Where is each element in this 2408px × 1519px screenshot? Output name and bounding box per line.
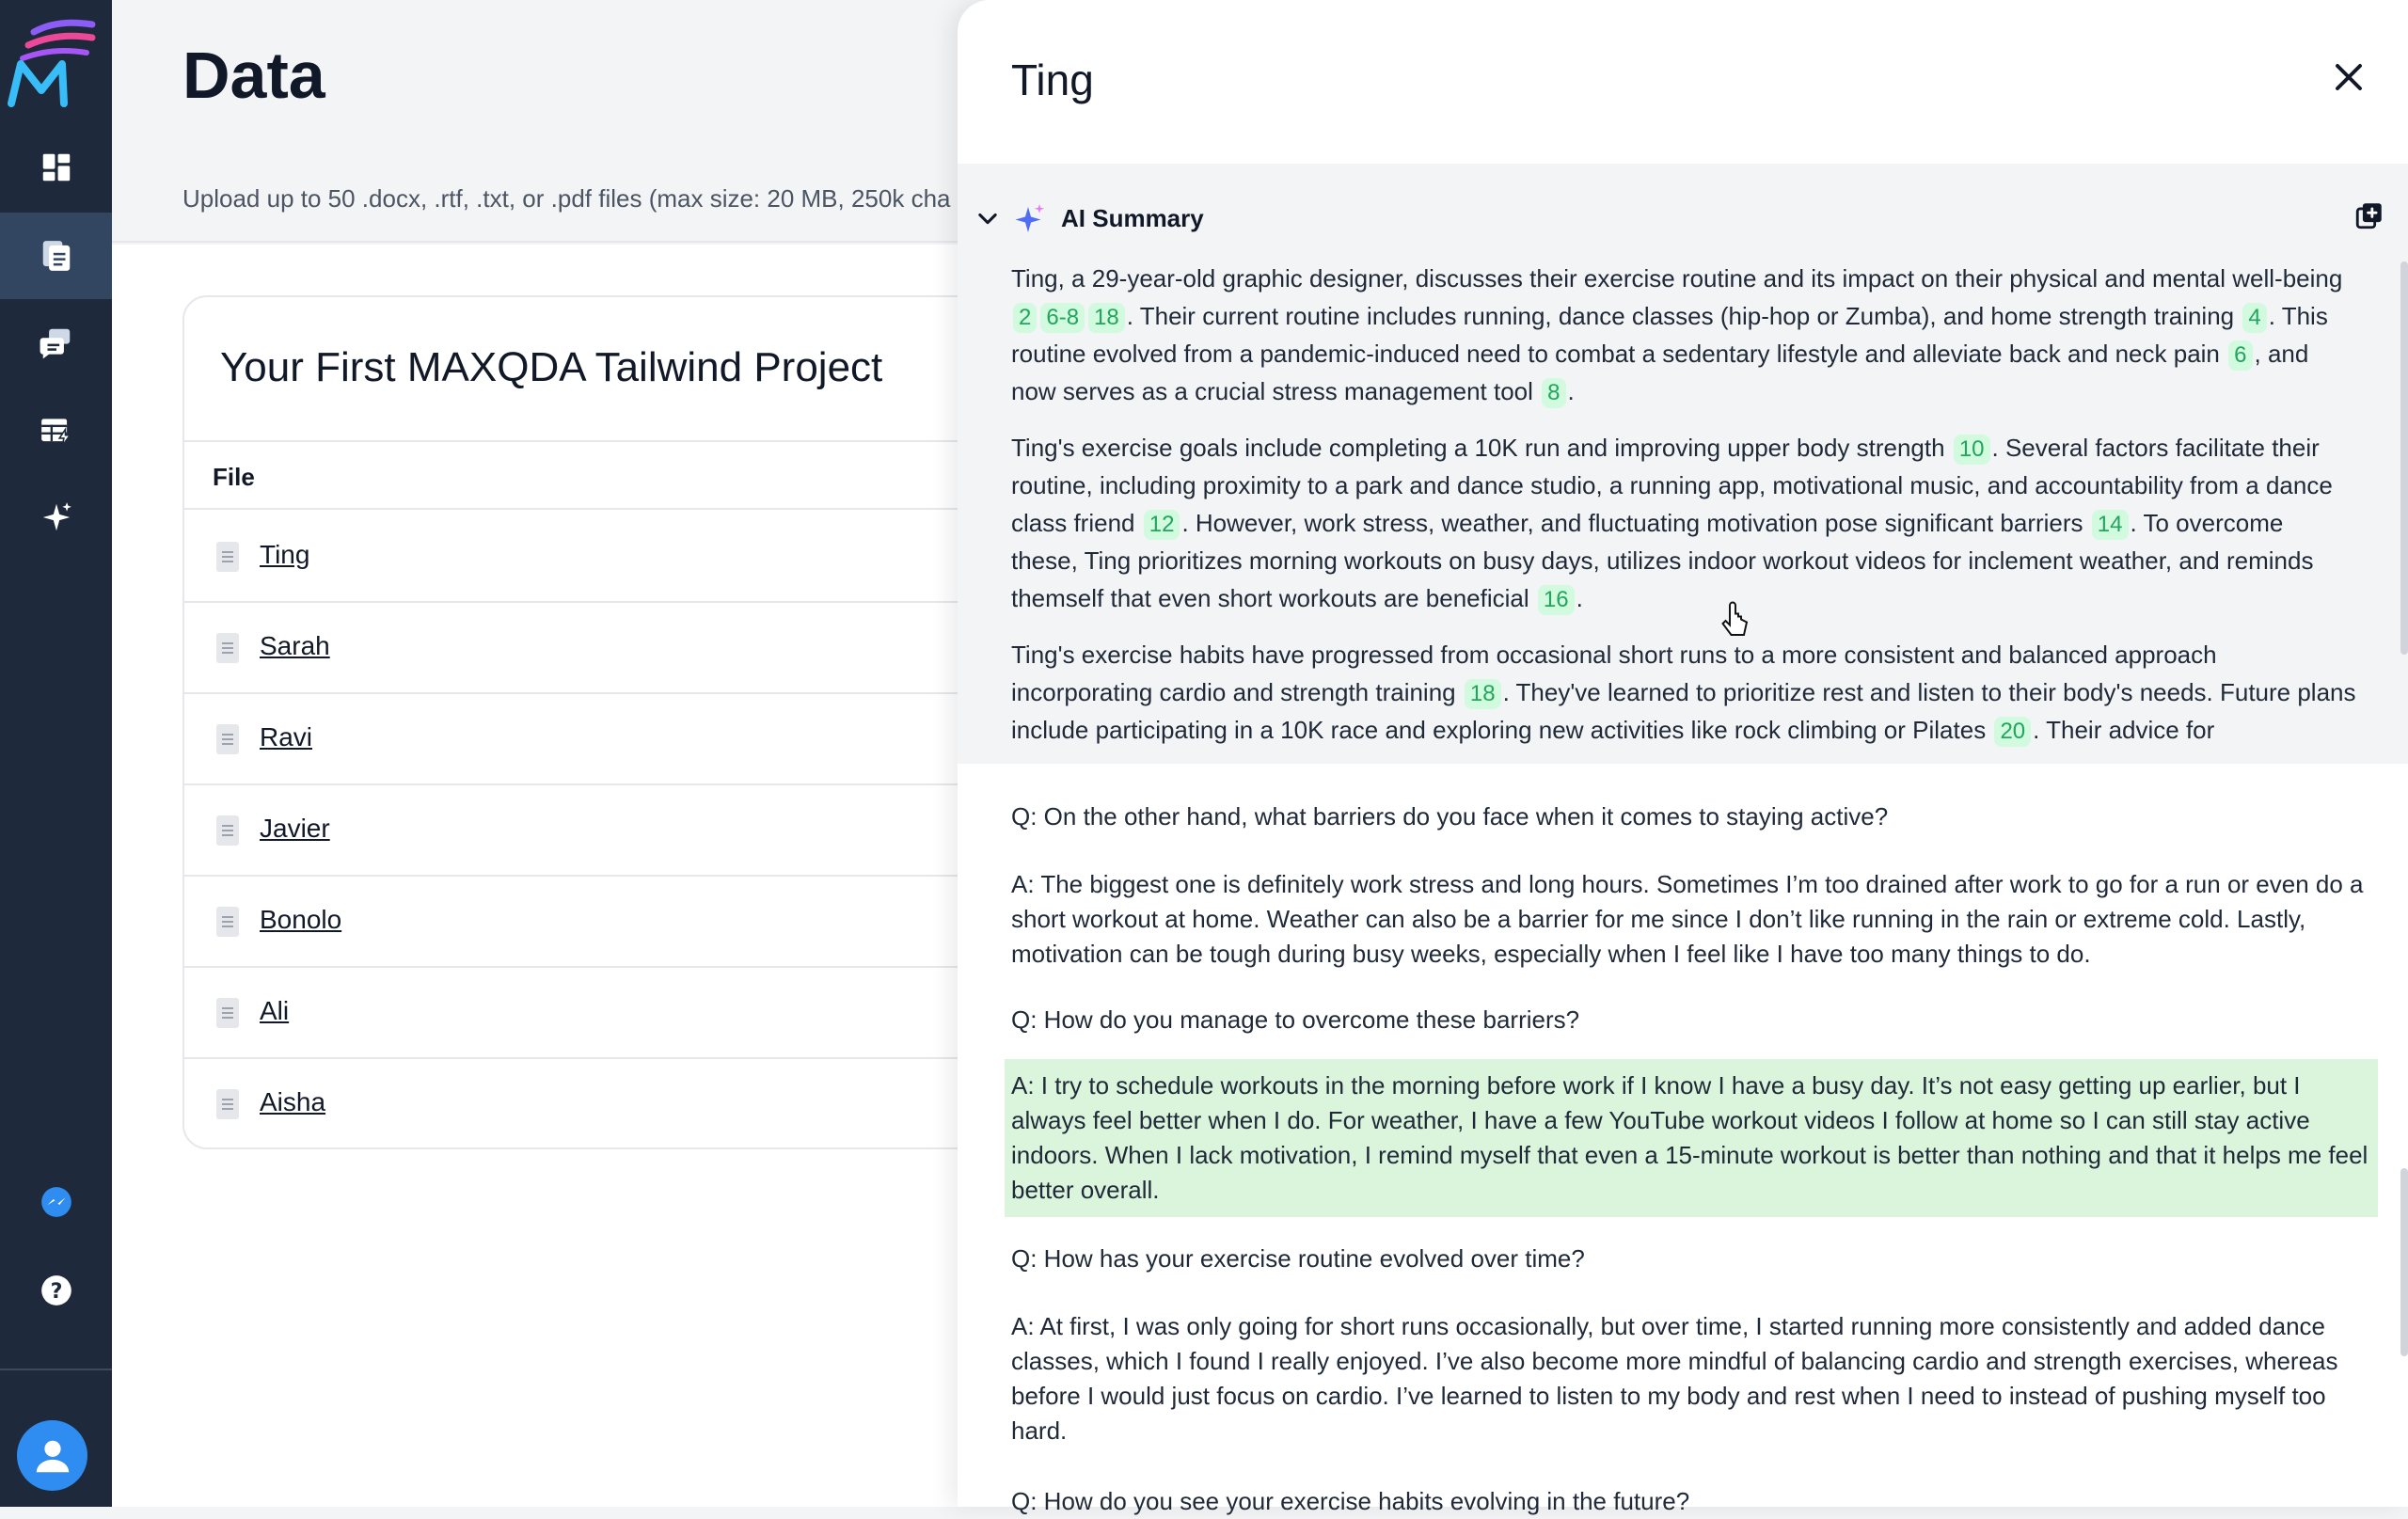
citation-badge[interactable]: 14 xyxy=(2092,510,2129,540)
sidebar xyxy=(0,0,112,1507)
document-panel xyxy=(958,0,2408,1515)
citation-badge[interactable]: 4 xyxy=(2242,303,2266,333)
summary-text-span: . Several factors facilitate their routine, including proximity to a park and dance studio, a running app, motivational music, and accountability from a dance class friend xyxy=(1011,434,2333,537)
file-icon xyxy=(216,633,239,663)
summary-paragraph xyxy=(1011,260,2356,410)
copy-plus-icon xyxy=(2353,199,2385,231)
add-summary-button[interactable] xyxy=(2353,199,2385,231)
summary-text-span: . Their advice for xyxy=(2033,716,2215,744)
transcript-answer[interactable]: A: At first, I was only going for short runs occasionally, but over time, I started running more consistently and added dance classes, which I found I really enjoyed. I’ve also become more mindful of balancing cardio and strength exercises, whereas before I would just focus on cardio. I’ve learned to listen to my body and rest when I need to instead of pushing myself too hard. xyxy=(1011,1312,2338,1445)
transcript-scrollbar[interactable] xyxy=(2400,1168,2408,1356)
transcript xyxy=(958,764,2408,1515)
pointer-cursor-icon xyxy=(1721,602,1750,640)
file-name-link[interactable]: Ravi xyxy=(260,722,313,752)
help-icon xyxy=(39,1273,74,1308)
main-body xyxy=(112,245,958,1507)
file-column-header xyxy=(184,440,1027,510)
dashboard-icon xyxy=(39,150,74,185)
panel-title: Ting xyxy=(1011,55,1094,104)
maxqda-logo[interactable] xyxy=(6,13,100,109)
close-button[interactable] xyxy=(2326,55,2371,100)
file-icon xyxy=(216,1089,239,1119)
main-content xyxy=(112,0,958,1507)
page-header xyxy=(112,0,958,243)
transcript-answer[interactable]: A: The biggest one is definitely work stress and long hours. Sometimes I’m too drained after work to go for a run or even do a short workout at home. Weather can also be a barrier for me since I don’t like running in the rain or extreme cold. Lastly, motivation can be tough during busy weeks, especially when I feel like I have too many things to do. xyxy=(1011,870,2364,968)
project-card xyxy=(182,295,1029,1149)
file-icon xyxy=(216,542,239,572)
citation-badge[interactable]: 18 xyxy=(1088,303,1125,333)
page-title: Data xyxy=(182,39,325,112)
file-row[interactable] xyxy=(184,968,1027,1059)
file-row[interactable] xyxy=(184,785,1027,877)
file-name-link[interactable]: Javier xyxy=(260,814,330,843)
sidebar-divider xyxy=(0,1369,112,1370)
citation-badge[interactable]: 18 xyxy=(1465,679,1501,709)
nav-messenger[interactable] xyxy=(0,1159,112,1245)
ai-sparkle-icon xyxy=(1014,201,1048,235)
messenger-icon xyxy=(39,1184,74,1220)
file-name-link[interactable]: Aisha xyxy=(260,1087,326,1116)
file-row[interactable] xyxy=(184,1059,1027,1150)
citation-badge[interactable]: 16 xyxy=(1538,585,1575,615)
summary-text-span: . xyxy=(1576,584,1583,612)
nav-dashboard[interactable] xyxy=(0,124,112,211)
file-row[interactable] xyxy=(184,694,1027,785)
citation-badge[interactable]: 6-8 xyxy=(1040,303,1085,333)
citation-badge[interactable]: 2 xyxy=(1013,303,1037,333)
chat-icon xyxy=(39,324,74,360)
file-column-label: File xyxy=(213,463,255,491)
documents-icon xyxy=(39,238,74,274)
svg-text:?: ? xyxy=(50,1278,62,1304)
table-bolt-icon xyxy=(39,413,74,449)
user-avatar[interactable] xyxy=(17,1420,87,1491)
summary-scrollbar[interactable] xyxy=(2400,261,2408,655)
file-row[interactable] xyxy=(184,877,1027,968)
file-name-link[interactable]: Sarah xyxy=(260,631,330,660)
citation-badge[interactable]: 6 xyxy=(2228,340,2252,371)
citation-badge[interactable]: 12 xyxy=(1144,510,1180,540)
summary-text-span: . They've learned to prioritize rest and listen to their body's needs. Future plans include participating in a 10K race and exploring new activities like rock climbing or Pilates xyxy=(1011,678,2356,744)
file-row[interactable] xyxy=(184,512,1027,603)
summary-text-span: . Their current routine includes running, dance classes (hip-hop or Zumba), and home strength training xyxy=(1126,302,2235,330)
nav-documents[interactable] xyxy=(0,213,112,299)
project-title: Your First MAXQDA Tailwind Project xyxy=(220,344,883,390)
chevron-down-icon xyxy=(974,205,1001,231)
sparkle-icon xyxy=(39,499,74,535)
ai-summary-label: AI Summary xyxy=(1061,203,1204,232)
close-icon xyxy=(2332,60,2366,94)
citation-badge[interactable]: 8 xyxy=(1542,378,1565,408)
summary-text-span: . This routine evolved from a pandemic-induced need to combat a sedentary lifestyle and alleviate back and neck pain xyxy=(1011,302,2328,368)
file-row[interactable] xyxy=(184,603,1027,694)
file-name-link[interactable]: Ting xyxy=(260,540,310,569)
file-name-link[interactable]: Ali xyxy=(260,996,290,1025)
citation-badge[interactable]: 10 xyxy=(1954,435,1990,465)
file-icon xyxy=(216,907,239,937)
summary-text-span: . xyxy=(1567,377,1575,405)
summary-text-span: . However, work stress, weather, and fluctuating motivation pose significant barriers xyxy=(1181,509,2083,537)
summary-text-span: Ting's exercise goals include completing a 10K run and improving upper body strength xyxy=(1011,434,1945,462)
ai-summary xyxy=(958,164,2408,764)
summary-text xyxy=(1011,260,2356,744)
summary-text-span: , and now serves as a crucial stress management tool xyxy=(1011,340,2309,405)
summary-paragraph xyxy=(1011,429,2356,617)
file-icon xyxy=(216,815,239,846)
file-icon xyxy=(216,998,239,1028)
nav-help[interactable] xyxy=(0,1247,112,1334)
summary-paragraph xyxy=(1011,636,2356,749)
summary-text-span: Ting, a 29-year-old graphic designer, discusses their exercise routine and its impact on their physical and mental well-being xyxy=(1011,264,2343,293)
nav-ai[interactable] xyxy=(0,474,112,561)
summary-text-span: Ting's exercise habits have progressed from occasional short runs to a more consistent and balanced approach incorporating cardio and strength training xyxy=(1011,641,2217,706)
citation-badge[interactable]: 20 xyxy=(1994,717,2031,747)
transcript-answer-highlighted[interactable]: A: I try to schedule workouts in the morning before work if I know I have a busy day. It’s not easy getting up earlier, but I always feel better when I do. For weather, I have a few YouTube workout videos I follow at home so I can still stay active indoors. When I lack motivation, I remind myself that even a 15-minute workout is better than nothing and that it helps me feel better overall. xyxy=(1005,1059,2378,1217)
upload-hint: Upload up to 50 .docx, .rtf, .txt, or .pdf files (max size: 20 MB, 250k cha xyxy=(182,184,951,213)
file-icon xyxy=(216,724,239,754)
nav-table[interactable] xyxy=(0,388,112,474)
transcript-question[interactable]: Q: How do you see your exercise habits evolving in the future? xyxy=(1011,1487,1690,1515)
file-name-link[interactable]: Bonolo xyxy=(260,905,342,934)
transcript-question[interactable]: Q: How has your exercise routine evolved over time? xyxy=(1011,1244,1585,1273)
transcript-question[interactable]: Q: On the other hand, what barriers do you face when it comes to staying active? xyxy=(1011,802,1889,831)
transcript-question[interactable]: Q: How do you manage to overcome these barriers? xyxy=(1011,1005,1580,1034)
summary-text-span: . To overcome these, Ting prioritizes morning workouts on busy days, utilizes indoor workout videos for inclement weather, and reminds themself that even short workouts are beneficial xyxy=(1011,509,2314,612)
ai-summary-toggle[interactable] xyxy=(974,199,1204,237)
user-avatar-icon xyxy=(31,1434,74,1478)
nav-chat[interactable] xyxy=(0,299,112,386)
